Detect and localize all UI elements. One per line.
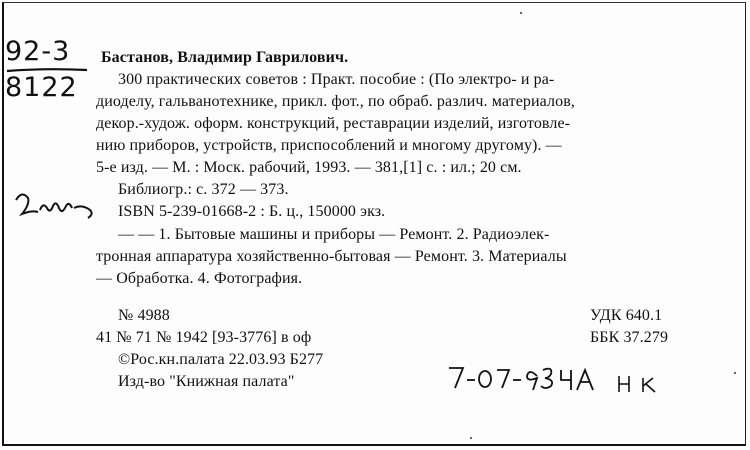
scan-speck <box>470 437 472 439</box>
description-line-1: 300 практических советов : Практ. пособие : (По электро- и ра- <box>118 71 555 88</box>
scan-speck <box>520 12 522 14</box>
description-line-3: декор.-худож. оформ. конструкций, реставрации изделий, изготовле- <box>96 115 571 132</box>
card-heading: Бастанов, Владимир Гаврилович. <box>101 49 349 66</box>
subject-line-1: — — 1. Бытовые машины и приборы — Ремонт. 2. Радиоэлек- <box>118 226 550 243</box>
shelfmark-top: 92-3 <box>5 36 71 67</box>
scan-speck <box>734 372 736 374</box>
subject-line-2: тронная аппаратура хозяйственно-бытовая — Ремонт. 3. Материалы <box>96 248 567 265</box>
description-line-4: нию приборов, устройств, приспособлений и многому другому). — <box>96 137 562 154</box>
handwritten-note-glyphs <box>10 188 100 224</box>
handwritten-number <box>445 362 705 398</box>
handwritten-note <box>10 188 100 224</box>
subject-line-3: — Обработка. 4. Фотография. <box>96 270 303 287</box>
bibliography-note: Библиогр.: с. 372 — 373. <box>118 181 289 198</box>
bbk-code: ББК 37.279 <box>590 329 669 346</box>
publisher-line: Изд-во "Книжная палата" <box>118 373 295 390</box>
handwritten-number-glyphs <box>445 362 705 398</box>
copyright-line: ©Рос.кн.палата 22.03.93 Б277 <box>118 351 324 368</box>
handwritten-shelfmark <box>5 38 90 102</box>
order-line: 41 № 71 № 1942 [93-3776] в оф <box>96 329 312 346</box>
description-line-5: 5-е изд. — М. : Моск. рабочий, 1993. — 381,[1] с. : ил.; 20 см. <box>96 159 522 176</box>
shelfmark-bottom: 8122 <box>5 72 78 103</box>
udc-code: УДК 640.1 <box>590 307 663 324</box>
isbn-line: ISBN 5-239-01668-2 : Б. ц., 150000 экз. <box>118 203 386 220</box>
description-line-2: диоделу, гальванотехнике, прикл. фот., по обраб. различ. материалов, <box>96 93 575 110</box>
record-number: № 4988 <box>118 307 170 324</box>
